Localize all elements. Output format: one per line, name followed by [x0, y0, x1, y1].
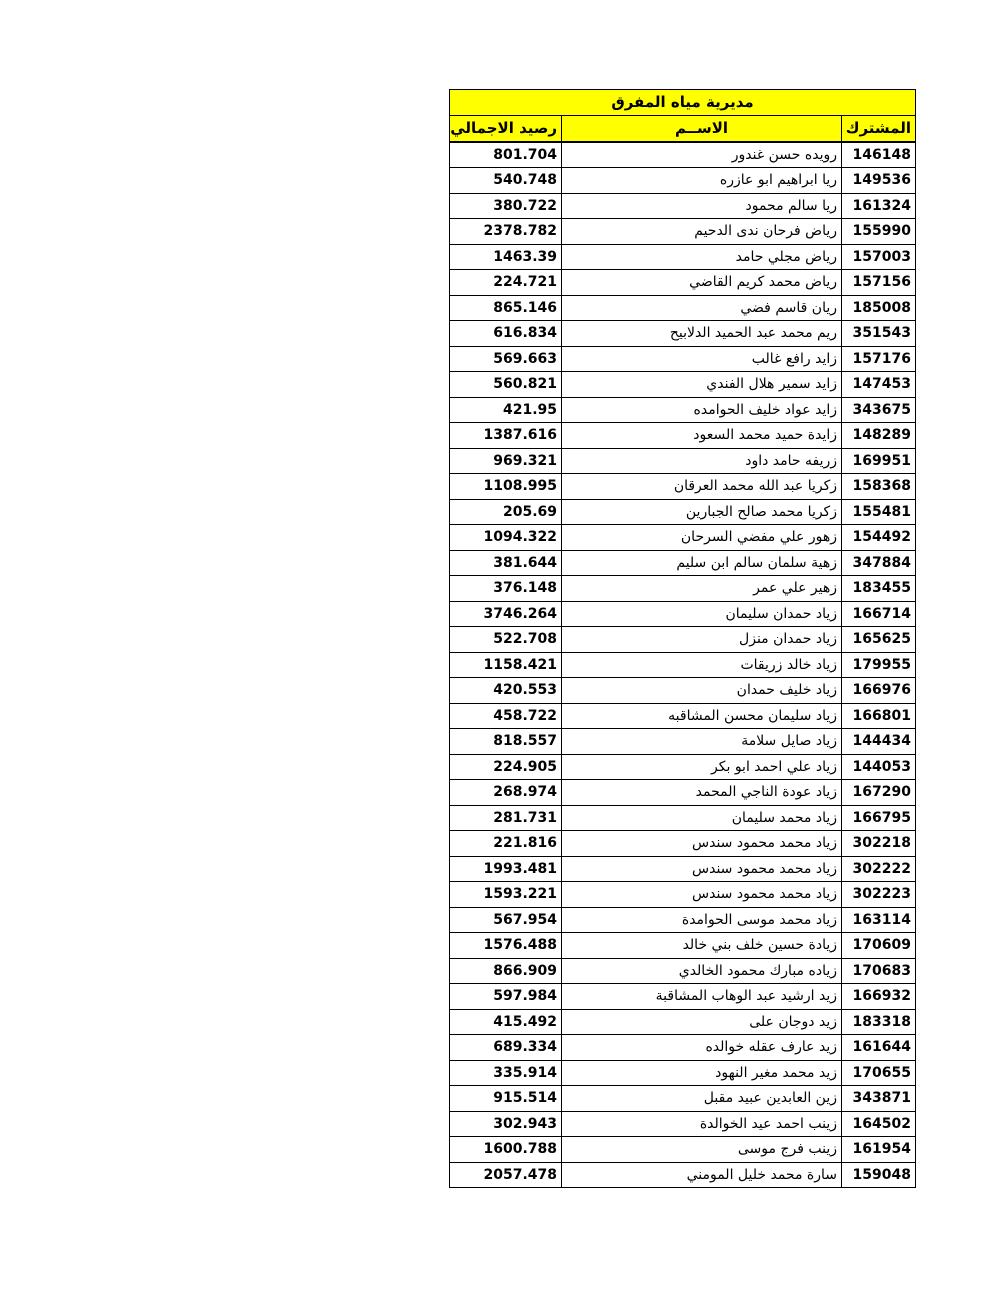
table-row: [450, 1162, 916, 1188]
subscriber-id-cell: 147453: [842, 372, 916, 398]
name-cell: زياد محمد محمود سندس: [562, 882, 842, 908]
name-cell: زيد دوجان على: [562, 1009, 842, 1035]
name-cell: زياد محمد محمود سندس: [562, 831, 842, 857]
name-cell: زكريا محمد صالح الجبارين: [562, 499, 842, 525]
name-cell: زينب احمد عيد الخوالدة: [562, 1111, 842, 1137]
name-cell: زايد عواد خليف الحوامده: [562, 397, 842, 423]
table-row: [450, 576, 916, 602]
subscriber-id-cell: 167290: [842, 780, 916, 806]
name-cell: زياد محمد سليمان: [562, 805, 842, 831]
name-cell: سارة محمد خليل المومني: [562, 1162, 842, 1188]
balance-cell: 3746.264: [450, 601, 562, 627]
balance-cell: 221.816: [450, 831, 562, 857]
subscriber-id-cell: 170655: [842, 1060, 916, 1086]
header-row: [450, 116, 916, 142]
subscriber-id-cell: 163114: [842, 907, 916, 933]
table-row: [450, 882, 916, 908]
table-row: [450, 346, 916, 372]
name-cell: زياد حمدان منزل: [562, 627, 842, 653]
balance-cell: 458.722: [450, 703, 562, 729]
name-cell: زياد علي احمد ابو بكر: [562, 754, 842, 780]
table-row: [450, 1111, 916, 1137]
balance-cell: 335.914: [450, 1060, 562, 1086]
name-cell: زايد سمير هلال الفندي: [562, 372, 842, 398]
table-row: [450, 831, 916, 857]
table-row: [450, 627, 916, 653]
name-cell: رياض مجلي حامد: [562, 244, 842, 270]
name-cell: زين العابدين عبيد مقبل: [562, 1086, 842, 1112]
subscriber-id-cell: 154492: [842, 525, 916, 551]
subscriber-id-cell: 351543: [842, 321, 916, 347]
balance-cell: 420.553: [450, 678, 562, 704]
balance-cell: 1576.488: [450, 933, 562, 959]
table-row: [450, 474, 916, 500]
balance-cell: 1463.39: [450, 244, 562, 270]
table-row: [450, 805, 916, 831]
table-row: [450, 193, 916, 219]
subscriber-id-cell: 166976: [842, 678, 916, 704]
name-cell: ريا سالم محمود: [562, 193, 842, 219]
table-row: [450, 703, 916, 729]
balance-cell: 597.984: [450, 984, 562, 1010]
table-row: [450, 652, 916, 678]
balance-cell: 281.731: [450, 805, 562, 831]
table-row: [450, 729, 916, 755]
name-cell: زياد محمد محمود سندس: [562, 856, 842, 882]
subscriber-id-cell: 302218: [842, 831, 916, 857]
table-row: [450, 984, 916, 1010]
table-row: [450, 142, 916, 168]
table-row: [450, 780, 916, 806]
subscriber-id-cell: 343675: [842, 397, 916, 423]
balance-cell: 205.69: [450, 499, 562, 525]
header-balance: رصيد الاجمالي: [450, 116, 562, 142]
name-cell: زيد محمد مغير النهود: [562, 1060, 842, 1086]
name-cell: زياد عودة الناجي المحمد: [562, 780, 842, 806]
header-subscriber: المشترك: [842, 116, 916, 142]
balance-cell: 1993.481: [450, 856, 562, 882]
name-cell: رياض فرحان ندى الدحيم: [562, 219, 842, 245]
subscriber-id-cell: 183318: [842, 1009, 916, 1035]
subscriber-id-cell: 166932: [842, 984, 916, 1010]
balance-cell: 1387.616: [450, 423, 562, 449]
name-cell: زايد رافع غالب: [562, 346, 842, 372]
subscriber-id-cell: 170609: [842, 933, 916, 959]
balance-cell: 1593.221: [450, 882, 562, 908]
balance-cell: 415.492: [450, 1009, 562, 1035]
table-row: [450, 423, 916, 449]
balance-cell: 522.708: [450, 627, 562, 653]
balance-cell: 689.334: [450, 1035, 562, 1061]
table-row: [450, 907, 916, 933]
name-cell: زهية سلمان سالم ابن سليم: [562, 550, 842, 576]
table-row: [450, 270, 916, 296]
subscriber-id-cell: 165625: [842, 627, 916, 653]
subscriber-id-cell: 161324: [842, 193, 916, 219]
name-cell: زينب فرج موسى: [562, 1137, 842, 1163]
balance-cell: 969.321: [450, 448, 562, 474]
balance-cell: 1600.788: [450, 1137, 562, 1163]
name-cell: زياده مبارك محمود الخالدي: [562, 958, 842, 984]
subscriber-id-cell: 155481: [842, 499, 916, 525]
balance-cell: 376.148: [450, 576, 562, 602]
balance-cell: 1158.421: [450, 652, 562, 678]
table-row: [450, 499, 916, 525]
balance-cell: 818.557: [450, 729, 562, 755]
subscriber-id-cell: 159048: [842, 1162, 916, 1188]
name-cell: زهير علي عمر: [562, 576, 842, 602]
header-name: الاســم: [562, 116, 842, 142]
subscriber-id-cell: 157003: [842, 244, 916, 270]
subscriber-id-cell: 166795: [842, 805, 916, 831]
balance-cell: 2378.782: [450, 219, 562, 245]
subscriber-id-cell: 164502: [842, 1111, 916, 1137]
table-row: [450, 678, 916, 704]
name-cell: زيد ارشيد عبد الوهاب المشاقبة: [562, 984, 842, 1010]
subscriber-id-cell: 158368: [842, 474, 916, 500]
table-row: [450, 219, 916, 245]
subscriber-id-cell: 170683: [842, 958, 916, 984]
balance-cell: 224.905: [450, 754, 562, 780]
subscriber-id-cell: 302222: [842, 856, 916, 882]
subscriber-id-cell: 169951: [842, 448, 916, 474]
name-cell: زريفه حامد داود: [562, 448, 842, 474]
subscriber-id-cell: 144434: [842, 729, 916, 755]
subscriber-id-cell: 347884: [842, 550, 916, 576]
balance-cell: 1108.995: [450, 474, 562, 500]
balance-cell: 380.722: [450, 193, 562, 219]
subscriber-id-cell: 148289: [842, 423, 916, 449]
name-cell: زايدة حميد محمد السعود: [562, 423, 842, 449]
name-cell: زياد سليمان محسن المشاقبه: [562, 703, 842, 729]
subscriber-id-cell: 183455: [842, 576, 916, 602]
table-header: [450, 116, 916, 142]
table-row: [450, 1060, 916, 1086]
name-cell: ريان قاسم فضي: [562, 295, 842, 321]
balance-cell: 268.974: [450, 780, 562, 806]
balance-cell: 540.748: [450, 168, 562, 194]
table-row: [450, 1009, 916, 1035]
table-row: [450, 754, 916, 780]
table-row: [450, 1086, 916, 1112]
table-row: [450, 525, 916, 551]
name-cell: زياد خالد زريقات: [562, 652, 842, 678]
subscriber-id-cell: 343871: [842, 1086, 916, 1112]
name-cell: رويده حسن غندور: [562, 142, 842, 168]
name-cell: زهور علي مفضي السرحان: [562, 525, 842, 551]
subscriber-id-cell: 166714: [842, 601, 916, 627]
sheet-title: مديرية مياه المفرق: [449, 89, 916, 115]
name-cell: زيادة حسين خلف بني خالد: [562, 933, 842, 959]
name-cell: ريا ابراهيم ابو عازره: [562, 168, 842, 194]
table-row: [450, 1035, 916, 1061]
balance-cell: 2057.478: [450, 1162, 562, 1188]
balance-cell: 1094.322: [450, 525, 562, 551]
name-cell: زياد صايل سلامة: [562, 729, 842, 755]
balance-cell: 866.909: [450, 958, 562, 984]
table-row: [450, 168, 916, 194]
table-row: [450, 448, 916, 474]
table-row: [450, 321, 916, 347]
balance-cell: 865.146: [450, 295, 562, 321]
table-row: [450, 244, 916, 270]
table-row: [450, 550, 916, 576]
subscriber-id-cell: 185008: [842, 295, 916, 321]
subscriber-id-cell: 146148: [842, 142, 916, 168]
table-body: [450, 142, 916, 1188]
subscriber-id-cell: 166801: [842, 703, 916, 729]
balance-cell: 801.704: [450, 142, 562, 168]
table-row: [450, 958, 916, 984]
balance-cell: 302.943: [450, 1111, 562, 1137]
balance-cell: 224.721: [450, 270, 562, 296]
subscriber-id-cell: 155990: [842, 219, 916, 245]
name-cell: رياض محمد كريم القاضي: [562, 270, 842, 296]
name-cell: زياد خليف حمدان: [562, 678, 842, 704]
subscriber-id-cell: 157156: [842, 270, 916, 296]
balance-cell: 381.644: [450, 550, 562, 576]
table-row: [450, 856, 916, 882]
balance-cell: 915.514: [450, 1086, 562, 1112]
balance-cell: 567.954: [450, 907, 562, 933]
table-row: [450, 372, 916, 398]
balance-sheet: [449, 89, 916, 1188]
balance-cell: 616.834: [450, 321, 562, 347]
name-cell: ريم محمد عبد الحميد الدلابيح: [562, 321, 842, 347]
name-cell: زكريا عبد الله محمد العرقان: [562, 474, 842, 500]
subscriber-id-cell: 149536: [842, 168, 916, 194]
balance-cell: 569.663: [450, 346, 562, 372]
table-row: [450, 601, 916, 627]
subscriber-id-cell: 161644: [842, 1035, 916, 1061]
name-cell: زياد محمد موسى الحوامدة: [562, 907, 842, 933]
table-row: [450, 1137, 916, 1163]
table-row: [450, 295, 916, 321]
name-cell: زياد حمدان سليمان: [562, 601, 842, 627]
subscriber-id-cell: 179955: [842, 652, 916, 678]
subscriber-id-cell: 144053: [842, 754, 916, 780]
balance-cell: 560.821: [450, 372, 562, 398]
subscriber-id-cell: 302223: [842, 882, 916, 908]
subscribers-table: [449, 115, 916, 1188]
subscriber-id-cell: 161954: [842, 1137, 916, 1163]
subscriber-id-cell: 157176: [842, 346, 916, 372]
table-row: [450, 397, 916, 423]
name-cell: زيد عارف عقله خوالده: [562, 1035, 842, 1061]
table-row: [450, 933, 916, 959]
balance-cell: 421.95: [450, 397, 562, 423]
